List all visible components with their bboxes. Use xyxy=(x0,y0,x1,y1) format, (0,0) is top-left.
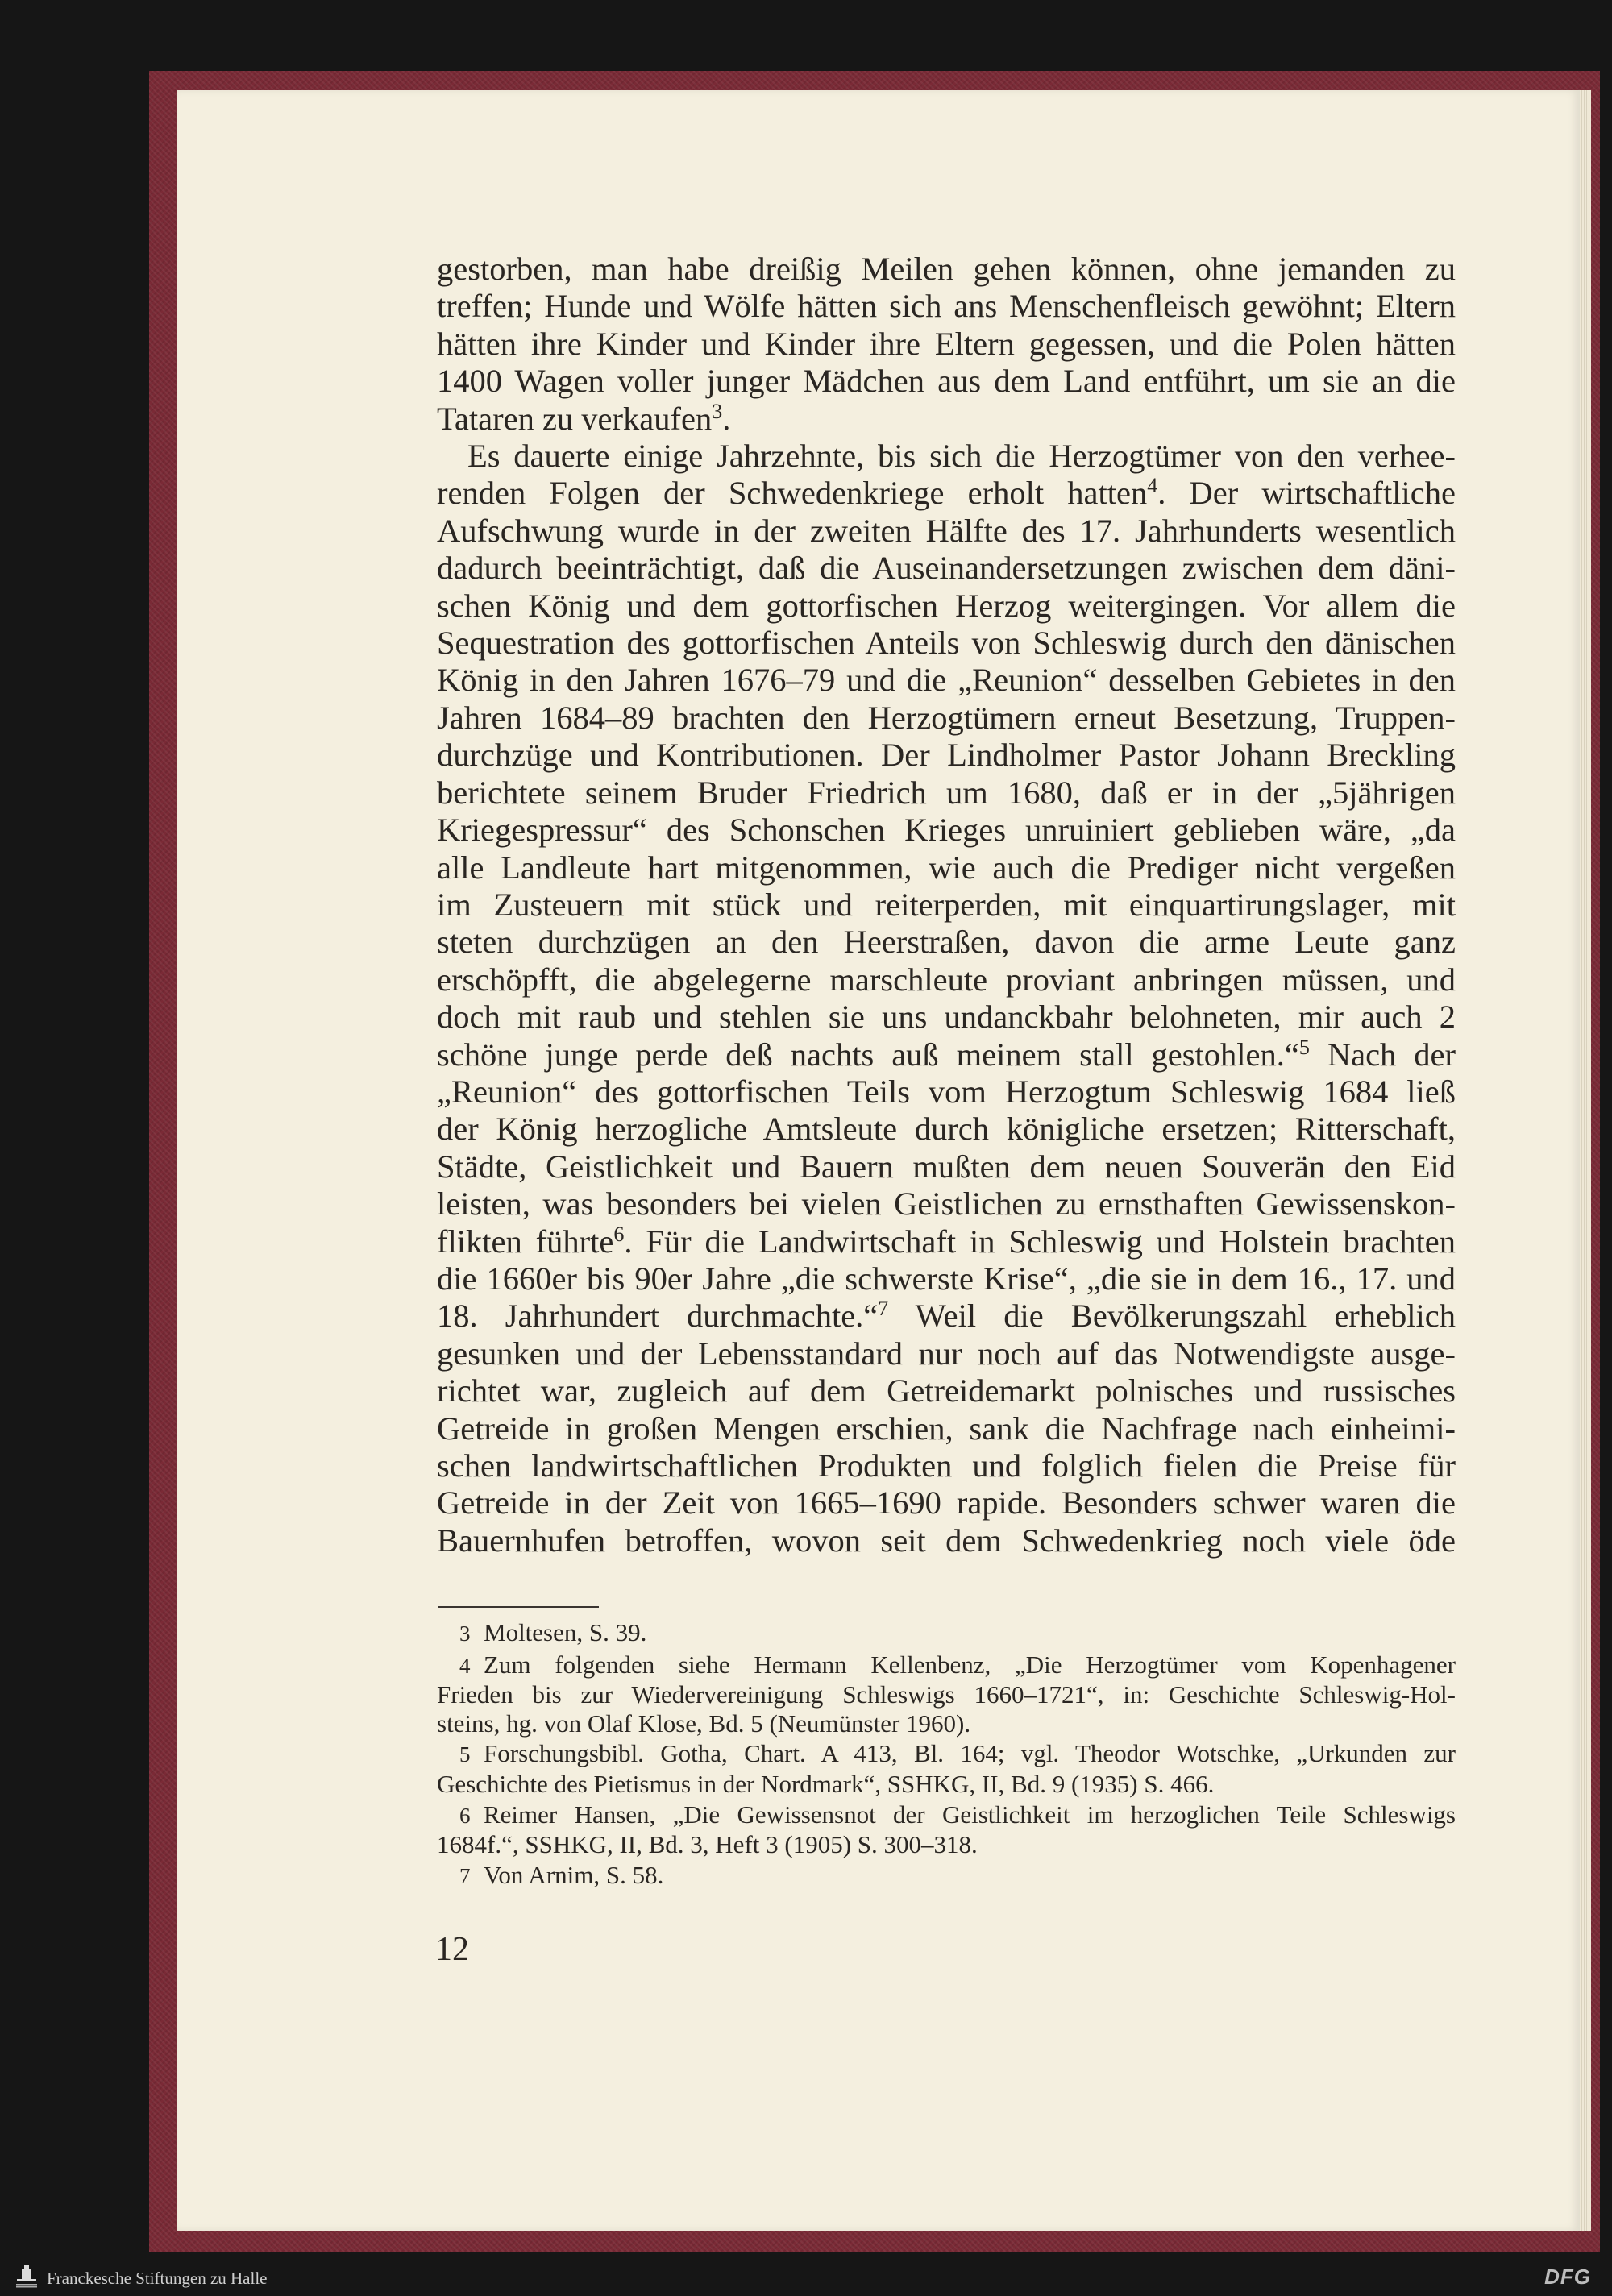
text-line: der König herzogliche Amtsleute durch königliche ersetzen; Ritterschaft, xyxy=(437,1111,1456,1148)
footnote-line: Frieden bis zur Wiedervereinigung Schleswigs 1660–1721“, in: Geschichte Schleswig-Hol- xyxy=(437,1680,1456,1709)
text-line: alle Landleute hart mitgenommen, wie auch die Prediger nicht vergeßen xyxy=(437,849,1456,886)
footnotes xyxy=(437,1618,1456,1892)
footnote xyxy=(437,1618,1456,1649)
text-line: berichtete seinem Bruder Friedrich um 1680, daß er in der „5jährigen xyxy=(437,774,1456,811)
footnote-line: steins, hg. von Olaf Klose, Bd. 5 (Neumünster 1960). xyxy=(437,1709,971,1738)
footnote-line: 6 Reimer Hansen, „Die Gewissensnot der Geistlichkeit im herzoglichen Teile Schleswigs xyxy=(437,1800,1456,1831)
footnote-number: 4 xyxy=(459,1653,471,1678)
footnote-reference[interactable]: 7 xyxy=(878,1297,889,1321)
text-line: leisten, was besonders bei vielen Geistlichen zu ernsthaften Gewissenskon- xyxy=(437,1185,1456,1223)
text-line: Es dauerte einige Jahrzehnte, bis sich die Herzogtümer von den verhee- xyxy=(467,438,1456,475)
text-line: doch mit raub und stehlen sie uns undanckbahr belohneten, mir auch 2 xyxy=(437,999,1456,1036)
text-line: Jahren 1684–89 brachten den Herzogtümern erneut Besetzung, Truppen- xyxy=(437,699,1456,736)
text-line: die 1660er bis 90er Jahre „die schwerste Krise“, „die sie in dem 16., 17. und xyxy=(437,1260,1456,1297)
footnote-line: 4 Zum folgenden siehe Hermann Kellenbenz, „Die Herzogtümer vom Kopenhagener xyxy=(437,1650,1456,1681)
text-line: Sequestration des gottorfischen Anteils von Schleswig durch den dänischen xyxy=(437,625,1456,662)
text-line: Aufschwung wurde in der zweiten Hälfte des 17. Jahrhunderts wesentlich xyxy=(437,512,1456,549)
dfg-logo: DFG xyxy=(1544,2265,1591,2289)
text-line: Tataren zu verkaufen$^3$. xyxy=(437,399,731,437)
institution-name[interactable]: Franckesche Stiftungen zu Halle xyxy=(47,2269,268,2288)
page-number: 12 xyxy=(435,1931,469,1968)
page-edges xyxy=(1580,90,1591,2231)
text-line: erschöpfft, die abgelegerne marschleute proviant anbringen müssen, und xyxy=(437,961,1456,998)
text-line: steten durchzügen an den Heerstraßen, davon die arme Leute ganz xyxy=(437,924,1456,961)
text-line: 18. Jahrhundert durchmachte.“$^7$ Weil die Bevölkerungszahl erheblich xyxy=(437,1297,1456,1335)
text-line: schen landwirtschaftlichen Produkten und folglich fielen die Preise für xyxy=(437,1447,1456,1484)
footnote-number: 7 xyxy=(459,1863,471,1888)
footnote-reference[interactable]: 4 xyxy=(1147,474,1158,498)
text-line: 1400 Wagen voller junger Mädchen aus dem Land entführt, um sie an die xyxy=(437,363,1456,400)
footnote xyxy=(437,1861,1456,1891)
text-line: dadurch beeinträchtigt, daß die Auseinandersetzungen zwischen dem däni- xyxy=(437,550,1456,587)
footnote-number: 3 xyxy=(459,1621,471,1646)
footnote-separator xyxy=(438,1606,599,1608)
footnote xyxy=(437,1739,1456,1798)
text-line: Kriegespressur“ des Schonschen Krieges unruiniert geblieben wäre, „da xyxy=(437,812,1456,849)
text-line: im Zusteuern mit stück und reiterperden, mit einquartirungslager, mit xyxy=(437,886,1456,923)
text-line: Getreide in großen Mengen erschien, sank die Nachfrage nach einheimi- xyxy=(437,1410,1456,1447)
footnote-reference[interactable]: 3 xyxy=(712,399,723,423)
footnote-line: 5 Forschungsbibl. Gotha, Chart. A 413, Bl. 164; vgl. Theodor Wotschke, „Urkunden zur xyxy=(437,1739,1456,1770)
text-line: treffen; Hunde und Wölfe hätten sich ans Menschenfleisch gewöhnt; Eltern xyxy=(437,288,1456,325)
text-line: gesunken und der Lebensstandard nur noch auf das Notwendigste ausge- xyxy=(437,1335,1456,1372)
viewer-footer xyxy=(0,2257,1612,2296)
text-line: „Reunion“ des gottorfischen Teils vom Herzogtum Schleswig 1684 ließ xyxy=(437,1073,1456,1110)
text-line: Getreide in der Zeit von 1665–1690 rapide. Besonders schwer waren die xyxy=(437,1484,1456,1522)
text-line: schöne junge perde deß nachts auß meinem stall gestohlen.“$^5$ Nach der xyxy=(437,1035,1456,1073)
footnote-number: 6 xyxy=(459,1803,471,1828)
text-line: Städte, Geistlichkeit und Bauern mußten dem neuen Souverän den Eid xyxy=(437,1148,1456,1185)
text-line: schen König und dem gottorfischen Herzog weitergingen. Vor allem die xyxy=(437,587,1456,624)
text-line: hätten ihre Kinder und Kinder ihre Eltern gegessen, und die Polen hätten xyxy=(437,325,1456,362)
text-line: gestorben, man habe dreißig Meilen gehen können, ohne jemanden zu xyxy=(437,251,1456,287)
text-line: renden Folgen der Schwedenkriege erholt hatten$^4$. Der wirtschaftliche xyxy=(437,474,1456,512)
text-line: richtet war, zugleich auf dem Getreidemarkt polnisches und russisches xyxy=(437,1372,1456,1410)
footnote-line: 7 Von Arnim, S. 58. xyxy=(437,1861,1456,1891)
footnote-reference[interactable]: 5 xyxy=(1298,1035,1310,1059)
body-text xyxy=(437,251,1456,1559)
footnote xyxy=(437,1800,1456,1859)
text-line: König in den Jahren 1676–79 und die „Reunion“ desselben Gebietes in den xyxy=(437,662,1456,699)
footnote-number: 5 xyxy=(459,1742,471,1767)
footnote-reference[interactable]: 6 xyxy=(613,1222,625,1246)
text-line: durchzüge und Kontributionen. Der Lindholmer Pastor Johann Breckling xyxy=(437,737,1456,774)
footnote-line: 3 Moltesen, S. 39. xyxy=(437,1618,1456,1649)
text-line: flikten führte$^6$. Für die Landwirtschaft in Schleswig und Holstein brachten xyxy=(437,1222,1456,1260)
footnote-line: Geschichte des Pietismus in der Nordmark“, SSHKG, II, Bd. 9 (1935) S. 466. xyxy=(437,1769,1215,1798)
footnote xyxy=(437,1650,1456,1738)
footnote-line: 1684f.“, SSHKG, II, Bd. 3, Heft 3 (1905) S. 300–318. xyxy=(437,1830,978,1859)
text-line: Bauernhufen betroffen, wovon seit dem Schwedenkrieg noch viele öde xyxy=(437,1522,1456,1559)
francke-foundation-logo-icon xyxy=(15,2263,39,2290)
